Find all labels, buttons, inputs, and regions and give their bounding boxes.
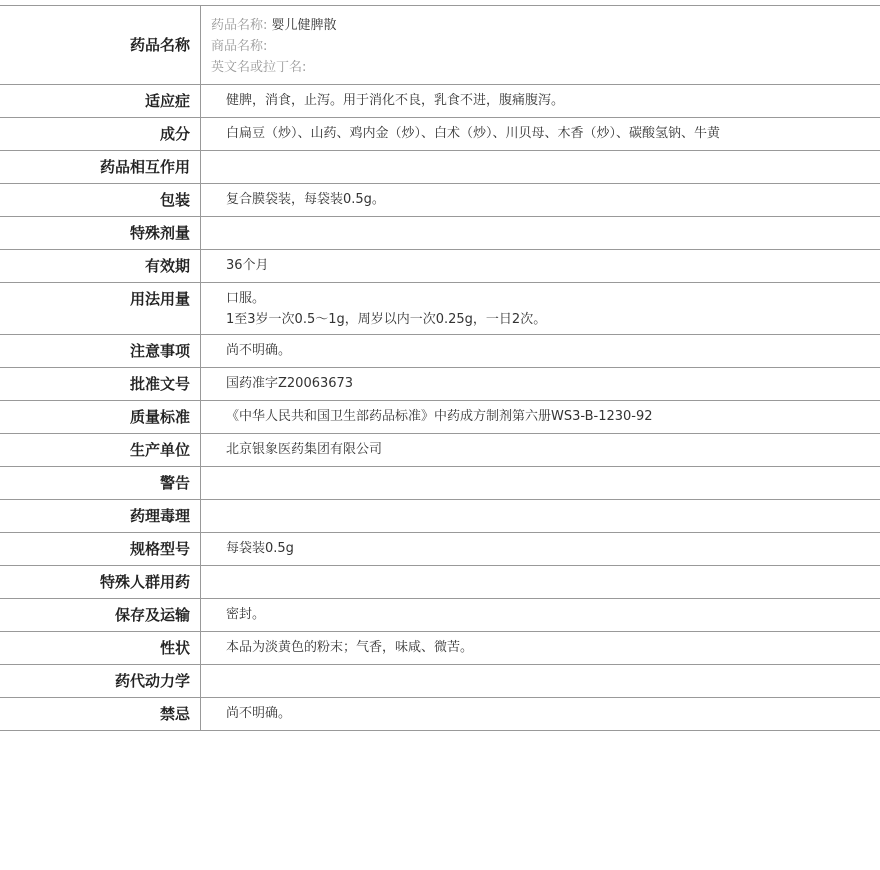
row-value: 每袋装0.5g <box>226 541 294 556</box>
row-value <box>201 665 880 698</box>
latin-name-line <box>211 57 880 78</box>
row-label: 批准文号 <box>0 368 201 401</box>
row-ingredients <box>0 118 880 151</box>
latin-name-label: 英文名或拉丁名: <box>211 60 307 75</box>
row-label: 禁忌 <box>0 698 201 731</box>
row-value: 尚不明确。 <box>226 706 292 721</box>
row-value: 《中华人民共和国卫生部药品标准》中药成方制剂第六册WS3-B-1230-92 <box>226 409 653 424</box>
row-warning <box>0 467 880 500</box>
row-value: 36个月 <box>226 258 269 273</box>
row-label: 质量标准 <box>0 401 201 434</box>
row-value <box>201 217 880 250</box>
row-value: 白扁豆（炒）、山药、鸡内金（炒）、白术（炒）、川贝母、木香（炒）、碳酸氢钠、牛黄 <box>226 126 721 141</box>
row-label: 药代动力学 <box>0 665 201 698</box>
row-packaging <box>0 184 880 217</box>
row-label: 药品相互作用 <box>0 151 201 184</box>
row-pharmacology <box>0 500 880 533</box>
row-specification <box>0 533 880 566</box>
row-label: 注意事项 <box>0 335 201 368</box>
row-manufacturer <box>0 434 880 467</box>
row-value: 国药准字Z20063673 <box>226 376 354 391</box>
row-label: 性状 <box>0 632 201 665</box>
row-value <box>201 151 880 184</box>
row-value: 健脾，消食，止泻。用于消化不良，乳食不进，腹痛腹泻。 <box>226 93 565 108</box>
row-label <box>0 6 201 85</box>
row-quality-standard <box>0 401 880 434</box>
row-special-populations <box>0 566 880 599</box>
row-label: 药理毒理 <box>0 500 201 533</box>
row-value: 复合膜袋装，每袋装0.5g。 <box>226 192 385 207</box>
row-label: 包装 <box>0 184 201 217</box>
row-value <box>201 467 880 500</box>
row-indications <box>0 85 880 118</box>
trade-name-line <box>211 36 880 57</box>
row-description <box>0 632 880 665</box>
row-label: 生产单位 <box>0 434 201 467</box>
generic-name-value: 婴儿健脾散 <box>271 18 337 33</box>
row-label: 有效期 <box>0 250 201 283</box>
row-label: 特殊剂量 <box>0 217 201 250</box>
drug-info-table <box>0 5 880 731</box>
drug-name-cell <box>201 6 880 85</box>
dosage-line: 1至3岁一次0.5～1g，周岁以内一次0.25g，一日2次。 <box>226 312 547 327</box>
row-interactions <box>0 151 880 184</box>
row-expiry <box>0 250 880 283</box>
row-value: 北京银象医药集团有限公司 <box>226 442 383 457</box>
row-pharmacokinetics <box>0 665 880 698</box>
row-precautions <box>0 335 880 368</box>
row-label: 成分 <box>0 118 201 151</box>
row-label: 规格型号 <box>0 533 201 566</box>
row-label: 适应症 <box>0 85 201 118</box>
row-drug-name <box>0 6 880 85</box>
row-value <box>201 500 880 533</box>
row-contraindications <box>0 698 880 731</box>
row-label: 保存及运输 <box>0 599 201 632</box>
row-label: 特殊人群用药 <box>0 566 201 599</box>
row-label: 警告 <box>0 467 201 500</box>
row-value <box>201 283 880 335</box>
row-value: 本品为淡黄色的粉末；气香，味咸、微苦。 <box>226 640 474 655</box>
drug-name-heading: 药品名称 <box>129 36 190 54</box>
trade-name-label: 商品名称: <box>211 39 268 54</box>
row-approval-number <box>0 368 880 401</box>
row-special-dosage <box>0 217 880 250</box>
row-value: 尚不明确。 <box>226 343 292 358</box>
usage-line: 口服。 <box>226 291 266 306</box>
row-usage-dosage <box>0 283 880 335</box>
row-value <box>201 566 880 599</box>
row-value: 密封。 <box>226 607 266 622</box>
row-label: 用法用量 <box>0 283 201 335</box>
row-storage <box>0 599 880 632</box>
generic-name-line <box>211 15 880 36</box>
generic-name-label: 药品名称: <box>211 18 268 33</box>
